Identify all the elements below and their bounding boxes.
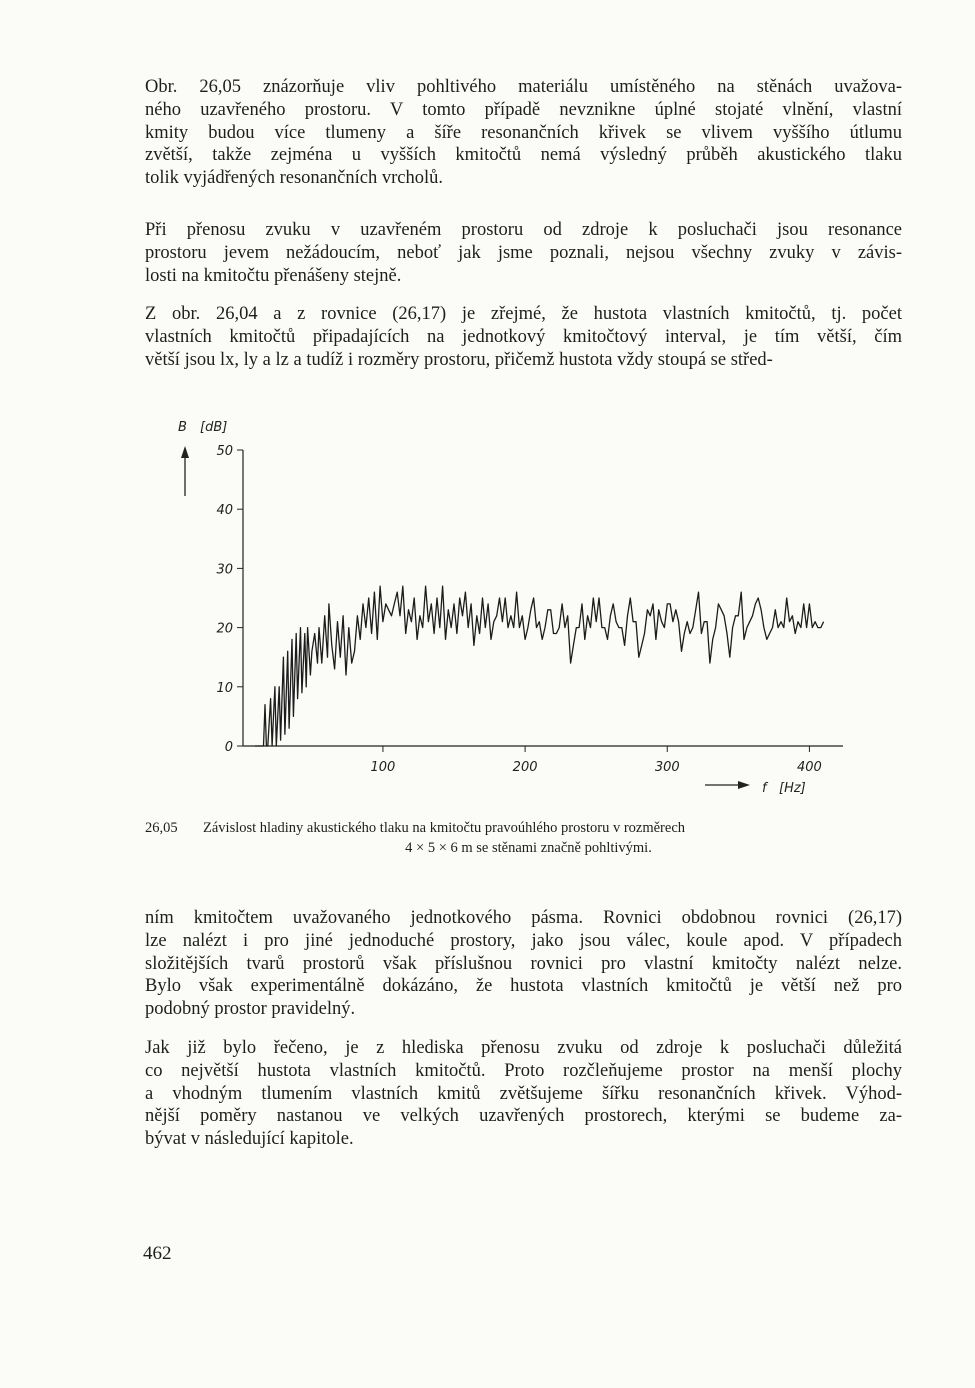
text-line: větší jsou lx, ly a lz a tudíž i rozměry prostoru, přičemž hustota vždy stoupá se střed- bbox=[145, 349, 773, 370]
text-line: co největší hustota vlastních kmitočtů. Proto rozčleňujeme prostor na menší plochy bbox=[145, 1060, 902, 1081]
text-line: ním kmitočtem uvažovaného jednotkového pásma. Rovnici obdobnou rovnici (26,17) bbox=[145, 908, 902, 928]
figure-caption bbox=[145, 818, 902, 858]
x-tick-label: 400 bbox=[796, 760, 822, 775]
paragraph-2 bbox=[145, 219, 902, 287]
paragraph-5 bbox=[145, 1037, 902, 1151]
x-tick-label: 200 bbox=[512, 760, 538, 775]
caption-line-2: 4 × 5 × 6 m se stěnami značně pohltivými. bbox=[405, 840, 652, 856]
y-tick-label: 30 bbox=[216, 562, 233, 578]
text-line: Z obr. 26,04 a z rovnice (26,17) je zřejmé, že hustota vlastních kmitočtů, tj. počet bbox=[145, 304, 902, 324]
text-line: kmity budou více tlumeny a šíře resonančních křivek se vlivem vyššího útlumu bbox=[145, 122, 902, 143]
paragraph-3 bbox=[145, 303, 902, 371]
text-line: ného uzavřeného prostoru. V tomto případě nevznikne úplné stojaté vlnění, vlastní bbox=[145, 99, 902, 120]
y-axis-arrowhead bbox=[181, 446, 189, 458]
x-axis-arrowhead bbox=[738, 781, 750, 789]
x-tick-label: 300 bbox=[654, 760, 680, 775]
text-line: vlastních kmitočtů připadajících na jednotkový kmitočtový interval, je tím větší, čím bbox=[145, 326, 902, 347]
y-tick-label: 40 bbox=[216, 503, 233, 519]
x-tick-label: 100 bbox=[370, 760, 396, 775]
y-tick-label: 20 bbox=[216, 621, 233, 637]
y-tick-label: 50 bbox=[216, 444, 233, 459]
text-line: Bylo však experimentálně dokázáno, že hustota vlastních kmitočtů je větší než pro bbox=[145, 976, 902, 997]
y-axis-unit: [dB] bbox=[200, 420, 228, 435]
text-line: a vhodným tlumením vlastních kmitů zvětšujeme šířku resonančních křivek. Výhod- bbox=[145, 1083, 902, 1104]
text-line: losti na kmitočtu přenášeny stejně. bbox=[145, 265, 402, 286]
text-line: podobný prostor pravidelný. bbox=[145, 999, 356, 1020]
caption-number: 26,05 bbox=[145, 820, 178, 836]
text-line: prostoru jevem nežádoucím, neboť jak jsme poznali, nejsou všechny zvuky v závis- bbox=[145, 242, 902, 263]
text-line: Jak již bylo řečeno, je z hlediska přenosu zvuku od zdroje k posluchači důležitá bbox=[145, 1038, 902, 1058]
text-line: bývat v následující kapitole. bbox=[145, 1129, 354, 1150]
paragraph-1 bbox=[145, 76, 902, 190]
y-tick-label: 10 bbox=[216, 680, 233, 696]
text-line: lze nalézt i pro jiné jednoduché prostory, jako jsou válec, koule apod. V případech bbox=[145, 930, 902, 951]
text-line: Obr. 26,05 znázorňuje vliv pohltivého materiálu umístěného na stěnách uvažova- bbox=[145, 77, 902, 97]
x-axis-symbol: f bbox=[762, 781, 767, 796]
text-line: tolik vyjádřených resonančních vrcholů. bbox=[145, 168, 443, 189]
page-number: 462 bbox=[143, 1243, 172, 1264]
y-tick-label: 0 bbox=[224, 740, 233, 755]
text-line: složitějších tvarů prostorů však příslušnou rovnici pro vlastní kmitočty nalézt nelze. bbox=[145, 953, 902, 974]
x-axis-unit: [Hz] bbox=[779, 781, 806, 796]
caption-line-1: Závislost hladiny akustického tlaku na kmitočtu pravoúhlého prostoru v rozměrech bbox=[203, 820, 686, 836]
text-line: zvětší, takže zejména u vyšších kmitočtů nemá výsledný průběh akustického tlaku bbox=[145, 145, 902, 166]
paragraph-4 bbox=[145, 907, 902, 1021]
text-line: nější poměry nastanou ve velkých uzavřených prostorech, kterými se budeme za- bbox=[145, 1106, 902, 1127]
y-axis-symbol: B bbox=[178, 420, 187, 435]
figure-chart bbox=[0, 400, 975, 805]
text-line: Při přenosu zvuku v uzavřeném prostoru od zdroje k posluchači jsou resonance bbox=[145, 220, 902, 240]
series-line-0 bbox=[255, 586, 824, 746]
